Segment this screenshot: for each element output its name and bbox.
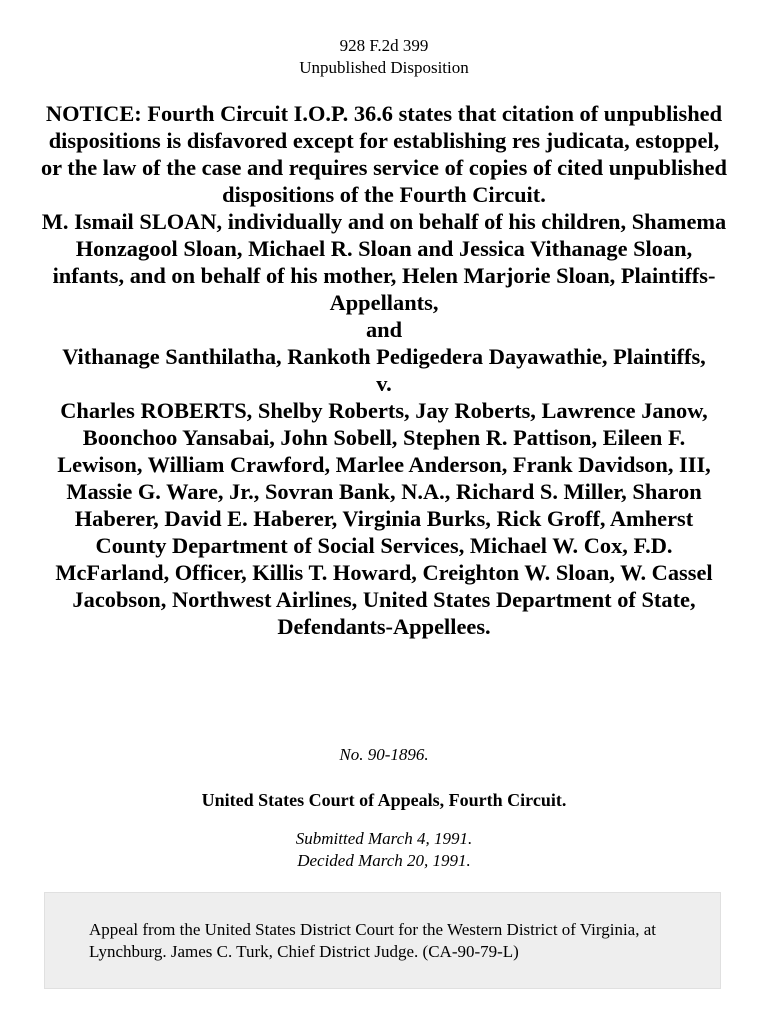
reporter-citation: 928 F.2d 399 xyxy=(339,36,429,55)
notice-paragraph: NOTICE: Fourth Circuit I.O.P. 36.6 states that citation of unpublished dispositions is disfavored except for establishing res judicata, estoppel, or the law of the case and requires service of copies of cited unpublished dispositions of the Fourth Circuit. xyxy=(40,101,727,207)
case-caption xyxy=(40,100,728,640)
submitted-date: Submitted March 4, 1991. xyxy=(295,829,473,848)
decided-date: Decided March 20, 1991. xyxy=(297,851,471,870)
and-connector: and xyxy=(365,317,403,342)
appellees-party: Charles ROBERTS, Shelby Roberts, Jay Roberts, Lawrence Janow, Boonchoo Yansabai, John Sobell, Stephen R. Pattison, Eileen F. Lewison, William Crawford, Marlee Anderson, Frank Davidson, III, Massie G. Ware, Jr., Sovran Bank, N.A., Richard S. Miller, Sharon Haberer, David E. Haberer, Virginia Burks, Rick Groff, Amherst County Department of Social Services, Michael W. Cox, F.D. McFarland, Officer, Killis T. Howard, Creighton W. Sloan, W. Cassel Jacobson, Northwest Airlines, United States Department of State, Defendants-Appellees. xyxy=(55,398,713,639)
case-citation-header xyxy=(0,35,768,79)
case-dates xyxy=(0,828,768,872)
appeal-text: Appeal from the United States District Court for the Western District of Virginia, at Lynchburg. James C. Turk, Chief District Judge. (CA-90-79-L) xyxy=(89,920,656,961)
plaintiffs-party: Vithanage Santhilatha, Rankoth Pedigedera Dayawathie, Plaintiffs, xyxy=(62,344,706,369)
court-name: United States Court of Appeals, Fourth Circuit. xyxy=(201,790,567,810)
docket-number: No. 90-1896. xyxy=(339,745,429,764)
versus-marker: v. xyxy=(376,371,392,396)
appellants-party: M. Ismail SLOAN, individually and on behalf of his children, Shamema Honzagool Sloan, Michael R. Sloan and Jessica Vithanage Sloan, infants, and on behalf of his mother, Helen Marjorie Sloan, Plaintiffs-Appellants, xyxy=(41,209,727,315)
disposition-type: Unpublished Disposition xyxy=(299,58,469,77)
appeal-info-box xyxy=(44,892,721,989)
